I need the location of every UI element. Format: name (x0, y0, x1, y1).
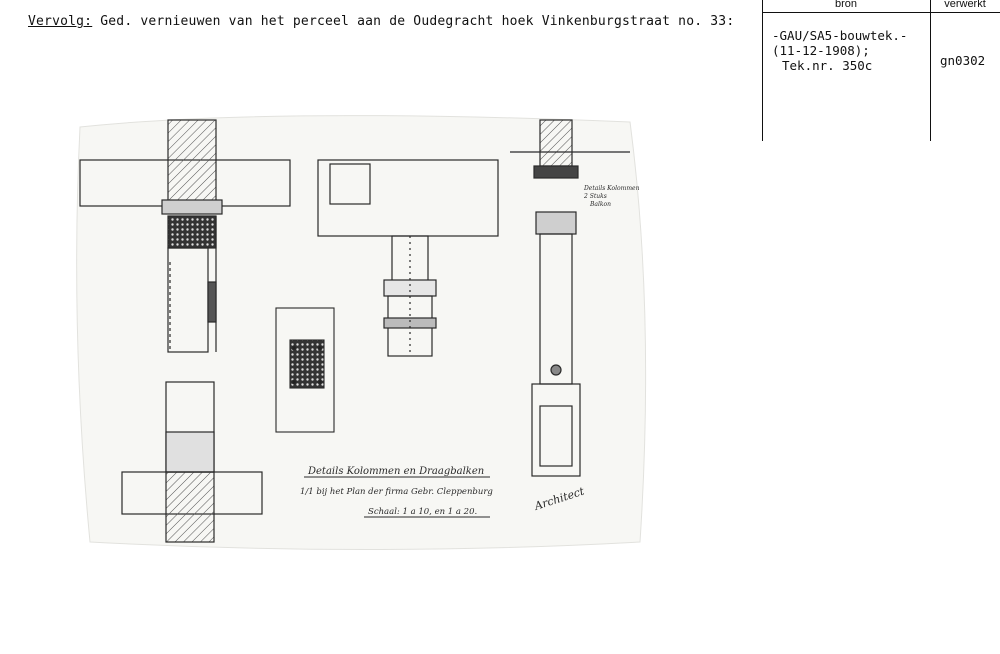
collar-ring-upper (384, 280, 436, 296)
source-line-drawing-number: Tek.nr. 350c (782, 58, 873, 73)
column-note-1: Details Kolommen (584, 185, 640, 192)
legend-line-1: Details Kolommen en Draagbalken (308, 466, 485, 477)
reference-table (762, 0, 1000, 141)
heading-prefix: Vervolg: (28, 14, 93, 29)
legend-line-2: 1/1 bij het Plan der firma Gebr. Cleppenburg (300, 487, 493, 497)
column-header-bron: bron (834, 0, 858, 10)
source-line-archive: -GAU/SA5-bouwtek.- (772, 28, 908, 43)
column-base-shaft (166, 472, 214, 542)
table-left-border (762, 0, 763, 141)
column-top-shaft (540, 120, 572, 166)
column-header-verwerkt: verwerkt (944, 0, 986, 10)
source-reference (772, 28, 907, 73)
column-note-2: 2 Stuks (584, 193, 607, 200)
table-column-divider (930, 0, 931, 141)
column-lower-capital (536, 212, 576, 234)
ornament-block (168, 216, 216, 248)
column-top-capital (534, 166, 578, 178)
architect-signature: Architect (532, 484, 586, 513)
table-header-divider (762, 12, 1000, 13)
column-capital (162, 200, 222, 214)
processed-code: gn0302 (940, 53, 986, 68)
architectural-drawing (70, 112, 650, 552)
document-heading (28, 14, 734, 29)
heading-title: Ged. vernieuwen van het perceel aan de Oudegracht hoek Vinkenburgstraat no. 33: (100, 14, 735, 29)
source-line-date: (11-12-1908); (772, 43, 870, 58)
legend-line-3: Schaal: 1 a 10, en 1 a 20. (368, 507, 478, 517)
column-note-3: Balkon (590, 201, 612, 208)
upper-column-shaft (168, 120, 216, 202)
paper-sheet (77, 116, 646, 550)
drawing-canvas (70, 112, 650, 552)
